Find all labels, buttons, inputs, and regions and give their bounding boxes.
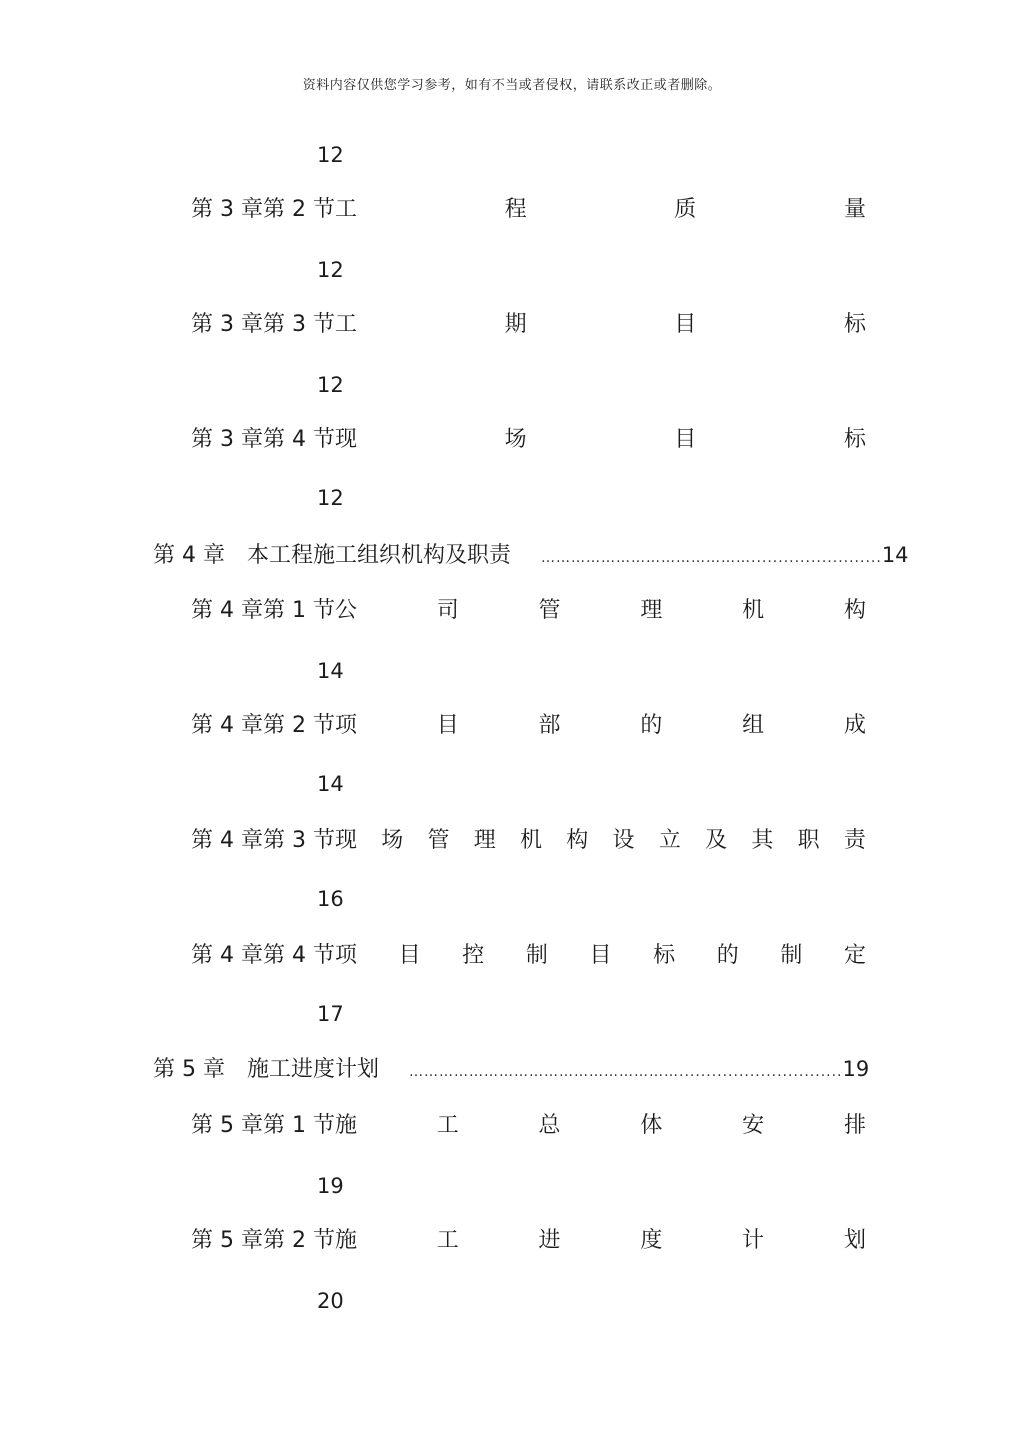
toc-section-char: 控 bbox=[462, 943, 485, 968]
toc-chapter-entry bbox=[153, 540, 909, 573]
toc-section-char: 工 bbox=[436, 1113, 459, 1138]
toc-section-char: 成 bbox=[843, 713, 866, 738]
toc-section-char: 机 bbox=[520, 828, 543, 853]
toc-page-number: 12 bbox=[317, 373, 344, 397]
toc-section-entry bbox=[191, 596, 866, 626]
toc-section-prefix: 第 3 章第 2 节工 bbox=[191, 197, 357, 222]
toc-section-char: 目 bbox=[674, 427, 697, 452]
toc-section-char: 体 bbox=[640, 1113, 663, 1138]
toc-page-number: 12 bbox=[317, 258, 344, 282]
toc-chapter-entry bbox=[153, 1054, 870, 1087]
toc-section-char: 计 bbox=[742, 1228, 765, 1253]
toc-section-prefix: 第 4 章第 3 节现 bbox=[191, 828, 357, 853]
header-note: 资料内容仅供您学习参考，如有不当或者侵权，请联系改正或者删除。 bbox=[302, 78, 722, 93]
toc-chapter-title: 本工程施工组织机构及职责 bbox=[246, 543, 511, 568]
toc-section-char: 进 bbox=[538, 1228, 561, 1253]
toc-section-entry bbox=[191, 195, 866, 225]
toc-page-number: 16 bbox=[317, 887, 344, 911]
toc-section-char: 程 bbox=[504, 197, 527, 222]
toc-section-entry bbox=[191, 425, 866, 455]
toc-section-prefix: 第 5 章第 1 节施 bbox=[191, 1113, 357, 1138]
toc-section-char: 标 bbox=[843, 312, 866, 337]
toc-section-char: 的 bbox=[640, 713, 663, 738]
toc-section-char: 设 bbox=[612, 828, 635, 853]
toc-section-char: 标 bbox=[843, 427, 866, 452]
toc-section-char: 组 bbox=[742, 713, 765, 738]
toc-section-char: 定 bbox=[843, 943, 866, 968]
toc-leader-dots: ……………………………………........................ bbox=[541, 550, 882, 566]
toc-page-number: 20 bbox=[317, 1289, 344, 1313]
toc-section-char: 排 bbox=[843, 1113, 866, 1138]
toc-page-number: 12 bbox=[317, 143, 344, 167]
toc-page-number: 19 bbox=[317, 1174, 344, 1198]
toc-section-entry bbox=[191, 310, 866, 340]
toc-section-char: 管 bbox=[538, 598, 561, 623]
toc-page-number: 14 bbox=[317, 659, 344, 683]
toc-section-char: 构 bbox=[843, 598, 866, 623]
toc-section-prefix: 第 4 章第 4 节项 bbox=[191, 943, 357, 968]
toc-section-char: 目 bbox=[436, 713, 459, 738]
toc-chapter-page: 14 bbox=[881, 543, 909, 567]
toc-section-char: 目 bbox=[398, 943, 421, 968]
toc-section-prefix: 第 3 章第 3 节工 bbox=[191, 312, 357, 337]
toc-section-char: 场 bbox=[381, 828, 404, 853]
toc-section-char: 机 bbox=[742, 598, 765, 623]
toc-section-char: 质 bbox=[674, 197, 697, 222]
toc-section-entry bbox=[191, 941, 866, 971]
toc-section-char: 其 bbox=[751, 828, 774, 853]
toc-section-char: 场 bbox=[504, 427, 527, 452]
toc-section-entry bbox=[191, 1111, 866, 1141]
toc-section-char: 职 bbox=[797, 828, 820, 853]
toc-section-prefix: 第 4 章第 2 节项 bbox=[191, 713, 357, 738]
toc-page-number: 14 bbox=[317, 772, 344, 796]
toc-section-char: 部 bbox=[538, 713, 561, 738]
toc-section-char: 量 bbox=[843, 197, 866, 222]
toc-section-char: 立 bbox=[658, 828, 681, 853]
toc-section-char: 司 bbox=[436, 598, 459, 623]
toc-section-entry bbox=[191, 711, 866, 741]
toc-section-char: 管 bbox=[427, 828, 450, 853]
toc-chapter-number: 第 4 章 bbox=[153, 543, 225, 568]
toc-section-prefix: 第 5 章第 2 节施 bbox=[191, 1228, 357, 1253]
toc-section-char: 的 bbox=[716, 943, 739, 968]
toc-section-char: 理 bbox=[640, 598, 663, 623]
toc-page-number: 12 bbox=[317, 486, 344, 510]
toc-section-char: 期 bbox=[504, 312, 527, 337]
toc-section-char: 责 bbox=[843, 828, 866, 853]
toc-chapter-page: 19 bbox=[842, 1057, 870, 1081]
toc-page-number: 17 bbox=[317, 1002, 344, 1026]
toc-section-prefix: 第 4 章第 1 节公 bbox=[191, 598, 357, 623]
toc-section-char: 工 bbox=[436, 1228, 459, 1253]
toc-section-char: 制 bbox=[525, 943, 548, 968]
toc-section-char: 目 bbox=[674, 312, 697, 337]
toc-section-char: 划 bbox=[843, 1228, 866, 1253]
toc-section-entry bbox=[191, 1226, 866, 1256]
toc-section-char: 制 bbox=[780, 943, 803, 968]
toc-section-char: 标 bbox=[653, 943, 676, 968]
toc-section-char: 总 bbox=[538, 1113, 561, 1138]
toc-section-char: 度 bbox=[640, 1228, 663, 1253]
toc-section-char: 目 bbox=[589, 943, 612, 968]
toc-chapter-number: 第 5 章 bbox=[153, 1057, 225, 1082]
toc-chapter-title: 施工进度计划 bbox=[246, 1057, 379, 1082]
toc-section-entry bbox=[191, 826, 866, 856]
toc-section-char: 及 bbox=[705, 828, 728, 853]
toc-section-char: 安 bbox=[742, 1113, 765, 1138]
toc-section-prefix: 第 3 章第 4 节现 bbox=[191, 427, 357, 452]
toc-section-char: 理 bbox=[473, 828, 496, 853]
toc-leader-dots: ……………………………………………….............................. bbox=[409, 1064, 843, 1080]
toc-section-char: 构 bbox=[566, 828, 589, 853]
